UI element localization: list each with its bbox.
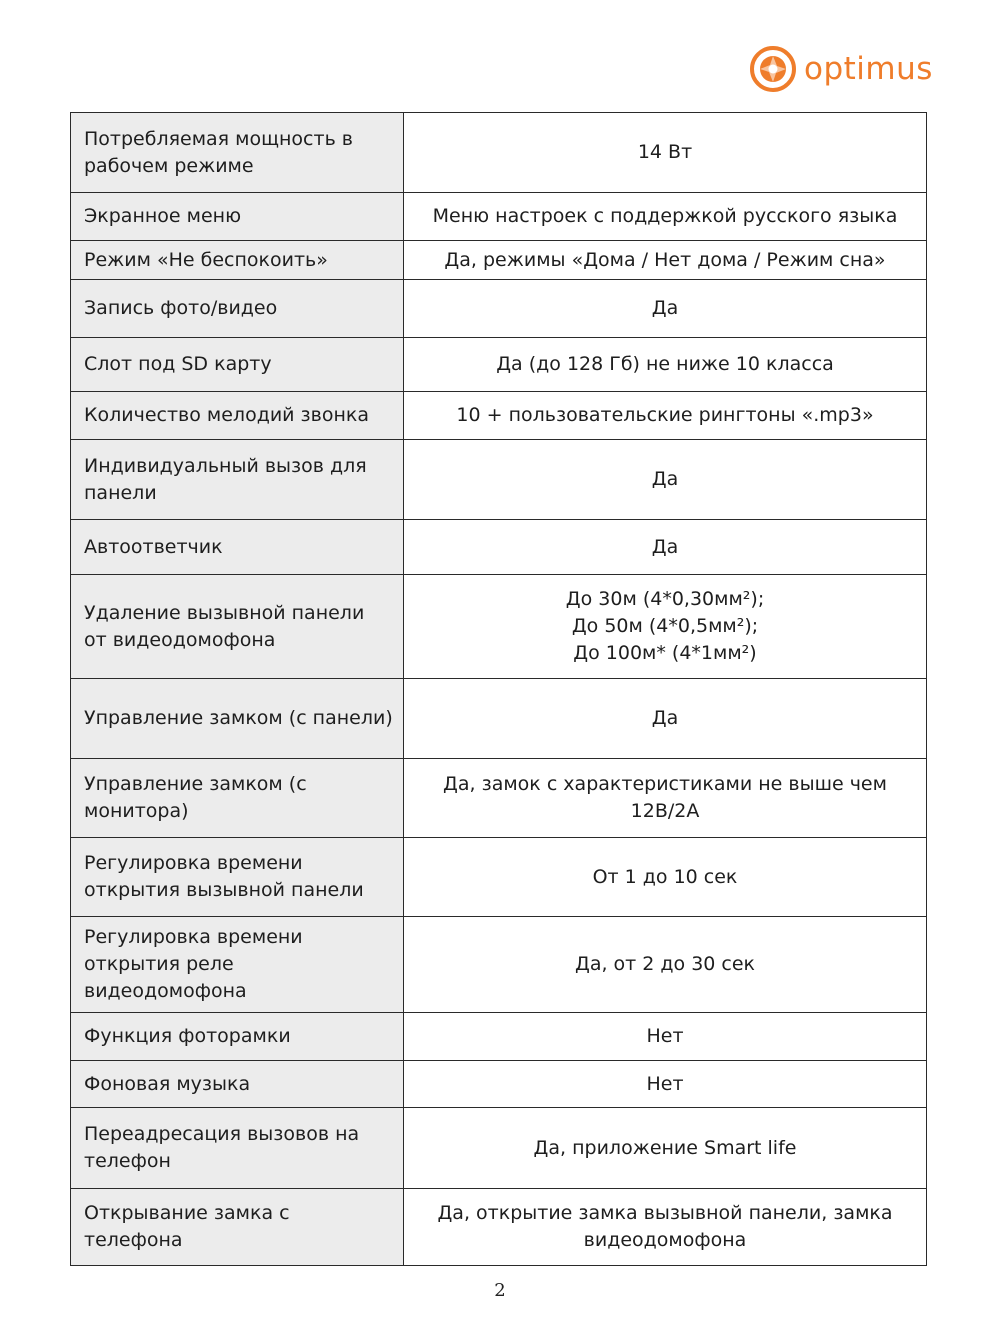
spec-value: Меню настроек с поддержкой русского языка	[404, 193, 927, 241]
table-row	[71, 1108, 927, 1189]
spec-label: Функция фоторамки	[71, 1013, 404, 1061]
spec-label: Фоновая музыка	[71, 1061, 404, 1108]
table-row	[71, 1189, 927, 1266]
spec-value: Да	[404, 679, 927, 759]
spec-label: Автоответчик	[71, 520, 404, 575]
spec-label: Регулировка времени открытия реле видеодомофона	[71, 917, 404, 1013]
spec-value: От 1 до 10 сек	[404, 838, 927, 917]
spec-label: Управление замком (с панели)	[71, 679, 404, 759]
table-row	[71, 520, 927, 575]
spec-label: Открывание замка с телефона	[71, 1189, 404, 1266]
spec-value: 10 + пользовательские рингтоны «.mp3»	[404, 392, 927, 440]
spec-label: Экранное меню	[71, 193, 404, 241]
table-row	[71, 1013, 927, 1061]
spec-value: Нет	[404, 1061, 927, 1108]
table-row	[71, 917, 927, 1013]
table-row	[71, 838, 927, 917]
table-row	[71, 575, 927, 679]
table-row	[71, 280, 927, 338]
spec-value: Да	[404, 280, 927, 338]
spec-label: Индивидуальный вызов для панели	[71, 440, 404, 520]
spec-label: Переадресация вызовов на телефон	[71, 1108, 404, 1189]
spec-value: Да, открытие замка вызывной панели, замка видеодомофона	[404, 1189, 927, 1266]
table-row	[71, 338, 927, 392]
spec-value: До 30м (4*0,30мм²); До 50м (4*0,5мм²); До 100м* (4*1мм²)	[404, 575, 927, 679]
spec-value: Да (до 128 Гб) не ниже 10 класса	[404, 338, 927, 392]
spec-value: Да, режимы «Дома / Нет дома / Режим сна»	[404, 241, 927, 280]
table-row	[71, 241, 927, 280]
spec-value: Да, от 2 до 30 сек	[404, 917, 927, 1013]
table-row	[71, 679, 927, 759]
table-row	[71, 759, 927, 838]
table-row	[71, 113, 927, 193]
page-number: 2	[494, 1280, 506, 1301]
brand-name: optimus	[804, 51, 933, 87]
table-row	[71, 440, 927, 520]
spec-label: Потребляемая мощность в рабочем режиме	[71, 113, 404, 193]
table-row	[71, 1061, 927, 1108]
table-row	[71, 193, 927, 241]
spec-label: Удаление вызывной панели от видеодомофона	[71, 575, 404, 679]
spec-label: Запись фото/видео	[71, 280, 404, 338]
spec-value: Да, приложение Smart life	[404, 1108, 927, 1189]
spec-value: Да	[404, 520, 927, 575]
spec-label: Регулировка времени открытия вызывной панели	[71, 838, 404, 917]
spec-label: Слот под SD карту	[71, 338, 404, 392]
table-row	[71, 392, 927, 440]
brand-logo	[748, 44, 933, 94]
spec-value: Да, замок с характеристиками не выше чем 12В/2А	[404, 759, 927, 838]
spec-value: 14 Вт	[404, 113, 927, 193]
spec-table	[70, 112, 927, 1266]
spec-value: Нет	[404, 1013, 927, 1061]
shutter-icon	[748, 44, 798, 94]
spec-value: Да	[404, 440, 927, 520]
spec-label: Управление замком (с монитора)	[71, 759, 404, 838]
spec-label: Количество мелодий звонка	[71, 392, 404, 440]
spec-label: Режим «Не беспокоить»	[71, 241, 404, 280]
